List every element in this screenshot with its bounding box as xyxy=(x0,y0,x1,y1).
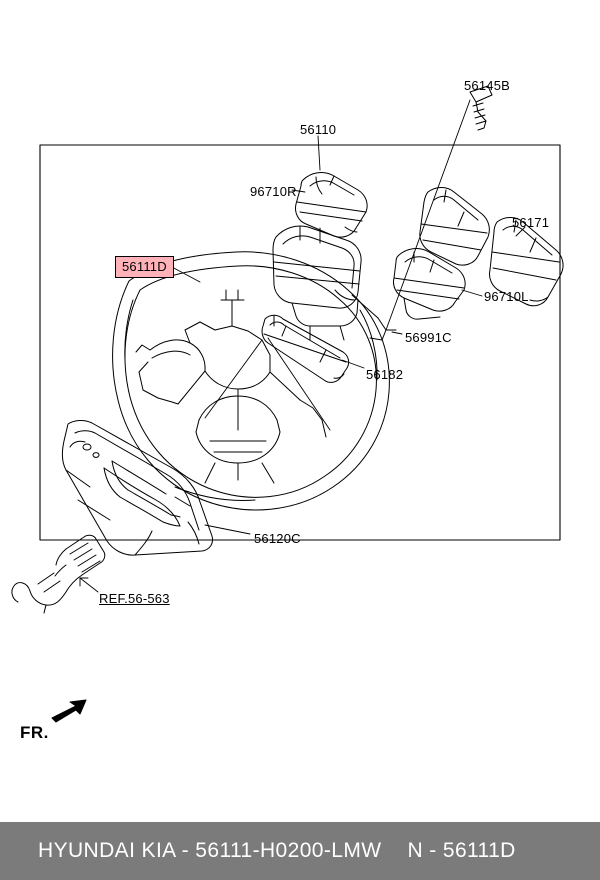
part-96710R-right-switch xyxy=(295,173,367,238)
callout-56111D-highlight: 56111D xyxy=(115,256,174,278)
footer-bar xyxy=(0,822,600,880)
callout-56182: 56182 xyxy=(366,367,404,382)
footer-part-line: HYUNDAI KIA - 56111-H0200-LMW xyxy=(38,839,382,862)
callout-56110: 56110 xyxy=(300,122,337,137)
callout-96710R: 96710R xyxy=(250,184,297,199)
part-56120C-lower-cover xyxy=(62,420,212,555)
diagram-frame xyxy=(40,145,560,540)
callout-56171: 56171 xyxy=(512,215,550,230)
part-ref-56-563-shaft xyxy=(12,535,105,613)
part-56171-bracket xyxy=(420,188,490,266)
footer-right-code: N - 56111D xyxy=(407,839,516,862)
callout-fr-direction: FR. xyxy=(20,723,49,742)
callout-56120C: 56120C xyxy=(254,531,301,546)
fr-direction-arrow xyxy=(52,700,86,722)
callout-ref-56-563: REF.56-563 xyxy=(99,591,170,606)
part-96710L-left-switch xyxy=(393,249,465,320)
callout-96710L: 96710L xyxy=(484,289,529,304)
part-56991C-contact xyxy=(352,295,396,340)
part-56111D-wheel-rim xyxy=(113,252,390,510)
callout-56145B: 56145B xyxy=(464,78,511,93)
leader-lines xyxy=(80,100,525,592)
callout-56991C: 56991C xyxy=(405,330,452,345)
